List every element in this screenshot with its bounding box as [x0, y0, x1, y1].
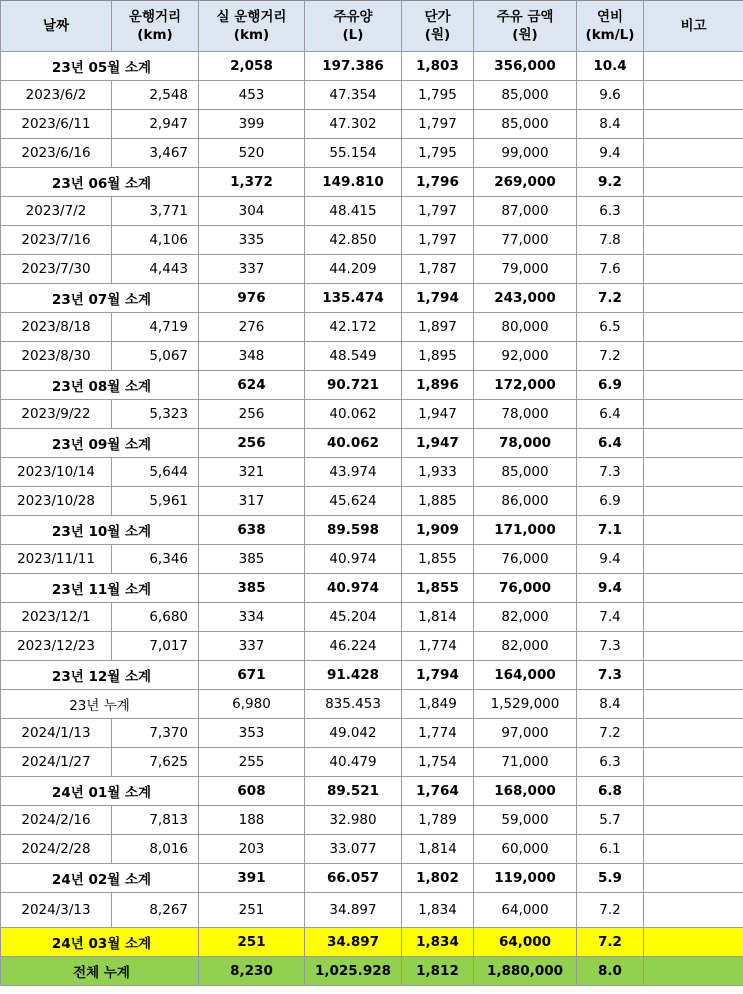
subtotal-row: [1, 371, 743, 400]
note-cell: [644, 719, 743, 748]
efficiency-cell: 7.2: [577, 928, 644, 957]
table-row: [1, 835, 743, 864]
unit-price-cell: 1,802: [402, 864, 474, 893]
period-label-cell: 23년 06월 소계: [1, 168, 199, 197]
fuel-cost-cell: 76,000: [474, 574, 577, 603]
fuel-cost-cell: 269,000: [474, 168, 577, 197]
fuel-cost-cell: 171,000: [474, 516, 577, 545]
table-row: [1, 81, 743, 110]
efficiency-cell: 7.8: [577, 226, 644, 255]
unit-price-cell: 1,834: [402, 893, 474, 928]
fuel-cost-cell: 85,000: [474, 110, 577, 139]
fuel-amount-cell: 90.721: [305, 371, 402, 400]
date-cell: 2023/7/30: [1, 255, 112, 284]
odometer-cell: 7,370: [112, 719, 199, 748]
header-unit-price: 단가 (원): [402, 1, 474, 52]
date-cell: 2023/9/22: [1, 400, 112, 429]
table-row: [1, 139, 743, 168]
table-row: [1, 893, 743, 928]
fuel-amount-cell: 40.974: [305, 545, 402, 574]
actual-distance-cell: 334: [199, 603, 305, 632]
odometer-cell: 7,625: [112, 748, 199, 777]
actual-distance-cell: 624: [199, 371, 305, 400]
note-cell: [644, 342, 743, 371]
fuel-cost-cell: 59,000: [474, 806, 577, 835]
fuel-cost-cell: 99,000: [474, 139, 577, 168]
efficiency-cell: 9.6: [577, 81, 644, 110]
fuel-cost-cell: 64,000: [474, 928, 577, 957]
period-label-cell: 전체 누계: [1, 957, 199, 986]
fuel-amount-cell: 33.077: [305, 835, 402, 864]
unit-price-cell: 1,794: [402, 661, 474, 690]
efficiency-cell: 6.3: [577, 197, 644, 226]
note-cell: [644, 197, 743, 226]
table-row: [1, 255, 743, 284]
efficiency-cell: 9.4: [577, 139, 644, 168]
fuel-cost-cell: 79,000: [474, 255, 577, 284]
table-row: [1, 197, 743, 226]
unit-price-cell: 1,797: [402, 197, 474, 226]
fuel-amount-cell: 40.062: [305, 429, 402, 458]
unit-price-cell: 1,895: [402, 342, 474, 371]
header-efficiency: 연비 (km/L): [577, 1, 644, 52]
period-label-cell: 23년 12월 소계: [1, 661, 199, 690]
fuel-amount-cell: 46.224: [305, 632, 402, 661]
fuel-cost-cell: 1,529,000: [474, 690, 577, 719]
fuel-cost-cell: 80,000: [474, 313, 577, 342]
fuel-amount-cell: 34.897: [305, 928, 402, 957]
actual-distance-cell: 353: [199, 719, 305, 748]
subtotal-row: [1, 928, 743, 957]
fuel-amount-cell: 197.386: [305, 52, 402, 81]
fuel-cost-cell: 86,000: [474, 487, 577, 516]
actual-distance-cell: 453: [199, 81, 305, 110]
date-cell: 2023/12/1: [1, 603, 112, 632]
actual-distance-cell: 203: [199, 835, 305, 864]
note-cell: [644, 110, 743, 139]
actual-distance-cell: 304: [199, 197, 305, 226]
fuel-amount-cell: 149.810: [305, 168, 402, 197]
odometer-cell: 4,719: [112, 313, 199, 342]
efficiency-cell: 9.2: [577, 168, 644, 197]
unit-price-cell: 1,814: [402, 835, 474, 864]
subtotal-row: [1, 574, 743, 603]
efficiency-cell: 7.2: [577, 342, 644, 371]
fuel-cost-cell: 82,000: [474, 603, 577, 632]
date-cell: 2023/10/14: [1, 458, 112, 487]
odometer-cell: 5,323: [112, 400, 199, 429]
efficiency-cell: 6.3: [577, 748, 644, 777]
unit-price-cell: 1,797: [402, 226, 474, 255]
odometer-cell: 4,106: [112, 226, 199, 255]
note-cell: [644, 545, 743, 574]
note-cell: [644, 52, 743, 81]
efficiency-cell: 7.2: [577, 893, 644, 928]
fuel-cost-cell: 119,000: [474, 864, 577, 893]
fuel-amount-cell: 89.598: [305, 516, 402, 545]
unit-price-cell: 1,754: [402, 748, 474, 777]
unit-price-cell: 1,787: [402, 255, 474, 284]
table-row: [1, 487, 743, 516]
fuel-cost-cell: 76,000: [474, 545, 577, 574]
actual-distance-cell: 976: [199, 284, 305, 313]
fuel-amount-cell: 42.850: [305, 226, 402, 255]
date-cell: 2023/7/2: [1, 197, 112, 226]
period-label-cell: 24년 02월 소계: [1, 864, 199, 893]
subtotal-row: [1, 284, 743, 313]
table-row: [1, 719, 743, 748]
note-cell: [644, 835, 743, 864]
actual-distance-cell: 335: [199, 226, 305, 255]
efficiency-cell: 6.1: [577, 835, 644, 864]
header-row: [1, 1, 743, 52]
fuel-amount-cell: 40.974: [305, 574, 402, 603]
actual-distance-cell: 317: [199, 487, 305, 516]
unit-price-cell: 1,849: [402, 690, 474, 719]
note-cell: [644, 400, 743, 429]
fuel-cost-cell: 92,000: [474, 342, 577, 371]
date-cell: 2023/10/28: [1, 487, 112, 516]
subtotal-row: [1, 777, 743, 806]
unit-price-cell: 1,933: [402, 458, 474, 487]
note-cell: [644, 661, 743, 690]
unit-price-cell: 1,797: [402, 110, 474, 139]
actual-distance-cell: 321: [199, 458, 305, 487]
unit-price-cell: 1,774: [402, 632, 474, 661]
actual-distance-cell: 638: [199, 516, 305, 545]
odometer-cell: 7,813: [112, 806, 199, 835]
odometer-cell: 6,680: [112, 603, 199, 632]
subtotal-row: [1, 52, 743, 81]
efficiency-cell: 7.1: [577, 516, 644, 545]
date-cell: 2024/1/27: [1, 748, 112, 777]
actual-distance-cell: 1,372: [199, 168, 305, 197]
efficiency-cell: 7.2: [577, 719, 644, 748]
odometer-cell: 2,548: [112, 81, 199, 110]
note-cell: [644, 574, 743, 603]
odometer-cell: 5,067: [112, 342, 199, 371]
odometer-cell: 5,961: [112, 487, 199, 516]
unit-price-cell: 1,947: [402, 400, 474, 429]
actual-distance-cell: 251: [199, 928, 305, 957]
year-total-row: [1, 690, 743, 719]
efficiency-cell: 9.4: [577, 574, 644, 603]
note-cell: [644, 139, 743, 168]
fuel-cost-cell: 64,000: [474, 893, 577, 928]
fuel-amount-cell: 45.204: [305, 603, 402, 632]
actual-distance-cell: 251: [199, 893, 305, 928]
period-label-cell: 23년 05월 소계: [1, 52, 199, 81]
date-cell: 2023/8/30: [1, 342, 112, 371]
fuel-cost-cell: 85,000: [474, 458, 577, 487]
note-cell: [644, 168, 743, 197]
unit-price-cell: 1,814: [402, 603, 474, 632]
table-row: [1, 342, 743, 371]
efficiency-cell: 5.7: [577, 806, 644, 835]
actual-distance-cell: 256: [199, 400, 305, 429]
efficiency-cell: 6.5: [577, 313, 644, 342]
date-cell: 2023/6/11: [1, 110, 112, 139]
period-label-cell: 23년 10월 소계: [1, 516, 199, 545]
table-row: [1, 603, 743, 632]
actual-distance-cell: 385: [199, 545, 305, 574]
header-odometer: 운행거리 (km): [112, 1, 199, 52]
efficiency-cell: 7.3: [577, 632, 644, 661]
fuel-amount-cell: 32.980: [305, 806, 402, 835]
efficiency-cell: 6.9: [577, 487, 644, 516]
date-cell: 2023/7/16: [1, 226, 112, 255]
fuel-amount-cell: 49.042: [305, 719, 402, 748]
note-cell: [644, 603, 743, 632]
note-cell: [644, 748, 743, 777]
note-cell: [644, 226, 743, 255]
efficiency-cell: 8.4: [577, 690, 644, 719]
efficiency-cell: 6.8: [577, 777, 644, 806]
unit-price-cell: 1,885: [402, 487, 474, 516]
odometer-cell: 3,467: [112, 139, 199, 168]
actual-distance-cell: 337: [199, 255, 305, 284]
efficiency-cell: 7.3: [577, 661, 644, 690]
date-cell: 2024/3/13: [1, 893, 112, 928]
table-row: [1, 226, 743, 255]
date-cell: 2023/6/2: [1, 81, 112, 110]
note-cell: [644, 458, 743, 487]
date-cell: 2023/8/18: [1, 313, 112, 342]
fuel-cost-cell: 172,000: [474, 371, 577, 400]
efficiency-cell: 6.4: [577, 429, 644, 458]
efficiency-cell: 6.4: [577, 400, 644, 429]
unit-price-cell: 1,896: [402, 371, 474, 400]
fuel-cost-cell: 85,000: [474, 81, 577, 110]
unit-price-cell: 1,796: [402, 168, 474, 197]
period-label-cell: 24년 01월 소계: [1, 777, 199, 806]
actual-distance-cell: 188: [199, 806, 305, 835]
odometer-cell: 7,017: [112, 632, 199, 661]
efficiency-cell: 6.9: [577, 371, 644, 400]
period-label-cell: 23년 08월 소계: [1, 371, 199, 400]
fuel-cost-cell: 243,000: [474, 284, 577, 313]
fuel-amount-cell: 135.474: [305, 284, 402, 313]
unit-price-cell: 1,897: [402, 313, 474, 342]
fuel-amount-cell: 835.453: [305, 690, 402, 719]
efficiency-cell: 7.4: [577, 603, 644, 632]
header-actual-distance: 실 운행거리 (km): [199, 1, 305, 52]
note-cell: [644, 81, 743, 110]
actual-distance-cell: 337: [199, 632, 305, 661]
actual-distance-cell: 255: [199, 748, 305, 777]
actual-distance-cell: 520: [199, 139, 305, 168]
efficiency-cell: 9.4: [577, 545, 644, 574]
fuel-cost-cell: 77,000: [474, 226, 577, 255]
note-cell: [644, 690, 743, 719]
note-cell: [644, 893, 743, 928]
actual-distance-cell: 391: [199, 864, 305, 893]
unit-price-cell: 1,855: [402, 574, 474, 603]
grand-total-row: [1, 957, 743, 986]
actual-distance-cell: 348: [199, 342, 305, 371]
fuel-cost-cell: 60,000: [474, 835, 577, 864]
date-cell: 2024/2/28: [1, 835, 112, 864]
fuel-cost-cell: 1,880,000: [474, 957, 577, 986]
unit-price-cell: 1,855: [402, 545, 474, 574]
efficiency-cell: 7.6: [577, 255, 644, 284]
period-label-cell: 23년 09월 소계: [1, 429, 199, 458]
note-cell: [644, 284, 743, 313]
fuel-amount-cell: 66.057: [305, 864, 402, 893]
fuel-cost-cell: 82,000: [474, 632, 577, 661]
odometer-cell: 6,346: [112, 545, 199, 574]
odometer-cell: 4,443: [112, 255, 199, 284]
actual-distance-cell: 671: [199, 661, 305, 690]
fuel-amount-cell: 43.974: [305, 458, 402, 487]
actual-distance-cell: 608: [199, 777, 305, 806]
unit-price-cell: 1,764: [402, 777, 474, 806]
header-date: 날짜: [1, 1, 112, 52]
fuel-amount-cell: 91.428: [305, 661, 402, 690]
fuel-amount-cell: 40.062: [305, 400, 402, 429]
fuel-amount-cell: 55.154: [305, 139, 402, 168]
unit-price-cell: 1,795: [402, 139, 474, 168]
note-cell: [644, 487, 743, 516]
actual-distance-cell: 6,980: [199, 690, 305, 719]
period-label-cell: 24년 03월 소계: [1, 928, 199, 957]
odometer-cell: 8,267: [112, 893, 199, 928]
note-cell: [644, 313, 743, 342]
odometer-cell: 8,016: [112, 835, 199, 864]
unit-price-cell: 1,774: [402, 719, 474, 748]
table-row: [1, 748, 743, 777]
note-cell: [644, 957, 743, 986]
table-row: [1, 110, 743, 139]
fuel-cost-cell: 78,000: [474, 429, 577, 458]
period-label-cell: 23년 11월 소계: [1, 574, 199, 603]
note-cell: [644, 928, 743, 957]
subtotal-row: [1, 864, 743, 893]
period-label-cell: 23년 누계: [1, 690, 199, 719]
date-cell: 2023/6/16: [1, 139, 112, 168]
date-cell: 2024/2/16: [1, 806, 112, 835]
efficiency-cell: 10.4: [577, 52, 644, 81]
note-cell: [644, 632, 743, 661]
odometer-cell: 2,947: [112, 110, 199, 139]
fuel-amount-cell: 34.897: [305, 893, 402, 928]
fuel-amount-cell: 44.209: [305, 255, 402, 284]
unit-price-cell: 1,812: [402, 957, 474, 986]
header-fuel-amount: 주유양 (L): [305, 1, 402, 52]
table-row: [1, 313, 743, 342]
note-cell: [644, 516, 743, 545]
fuel-cost-cell: 356,000: [474, 52, 577, 81]
unit-price-cell: 1,803: [402, 52, 474, 81]
fuel-amount-cell: 48.415: [305, 197, 402, 226]
unit-price-cell: 1,947: [402, 429, 474, 458]
fuel-cost-cell: 78,000: [474, 400, 577, 429]
efficiency-cell: 5.9: [577, 864, 644, 893]
unit-price-cell: 1,909: [402, 516, 474, 545]
table-row: [1, 806, 743, 835]
efficiency-cell: 8.0: [577, 957, 644, 986]
table-row: [1, 458, 743, 487]
actual-distance-cell: 256: [199, 429, 305, 458]
period-label-cell: 23년 07월 소계: [1, 284, 199, 313]
date-cell: 2023/11/11: [1, 545, 112, 574]
header-fuel-cost: 주유 금액 (원): [474, 1, 577, 52]
actual-distance-cell: 399: [199, 110, 305, 139]
subtotal-row: [1, 168, 743, 197]
date-cell: 2024/1/13: [1, 719, 112, 748]
subtotal-row: [1, 429, 743, 458]
fuel-cost-cell: 97,000: [474, 719, 577, 748]
actual-distance-cell: 385: [199, 574, 305, 603]
unit-price-cell: 1,794: [402, 284, 474, 313]
fuel-cost-cell: 168,000: [474, 777, 577, 806]
fuel-amount-cell: 47.302: [305, 110, 402, 139]
fuel-amount-cell: 48.549: [305, 342, 402, 371]
fuel-cost-cell: 164,000: [474, 661, 577, 690]
note-cell: [644, 255, 743, 284]
unit-price-cell: 1,834: [402, 928, 474, 957]
table-row: [1, 545, 743, 574]
table-row: [1, 400, 743, 429]
fuel-cost-cell: 71,000: [474, 748, 577, 777]
fuel-amount-cell: 47.354: [305, 81, 402, 110]
header-note: 비고: [644, 1, 743, 52]
fuel-amount-cell: 1,025.928: [305, 957, 402, 986]
unit-price-cell: 1,795: [402, 81, 474, 110]
actual-distance-cell: 8,230: [199, 957, 305, 986]
table-row: [1, 632, 743, 661]
date-cell: 2023/12/23: [1, 632, 112, 661]
actual-distance-cell: 2,058: [199, 52, 305, 81]
unit-price-cell: 1,789: [402, 806, 474, 835]
fuel-amount-cell: 89.521: [305, 777, 402, 806]
note-cell: [644, 864, 743, 893]
subtotal-row: [1, 516, 743, 545]
note-cell: [644, 806, 743, 835]
note-cell: [644, 777, 743, 806]
odometer-cell: 3,771: [112, 197, 199, 226]
note-cell: [644, 429, 743, 458]
efficiency-cell: 7.2: [577, 284, 644, 313]
efficiency-cell: 7.3: [577, 458, 644, 487]
table-header: [1, 1, 743, 52]
odometer-cell: 5,644: [112, 458, 199, 487]
fuel-amount-cell: 42.172: [305, 313, 402, 342]
efficiency-cell: 8.4: [577, 110, 644, 139]
fuel-cost-cell: 87,000: [474, 197, 577, 226]
subtotal-row: [1, 661, 743, 690]
fuel-amount-cell: 45.624: [305, 487, 402, 516]
table-body: [1, 52, 743, 986]
fuel-amount-cell: 40.479: [305, 748, 402, 777]
actual-distance-cell: 276: [199, 313, 305, 342]
note-cell: [644, 371, 743, 400]
